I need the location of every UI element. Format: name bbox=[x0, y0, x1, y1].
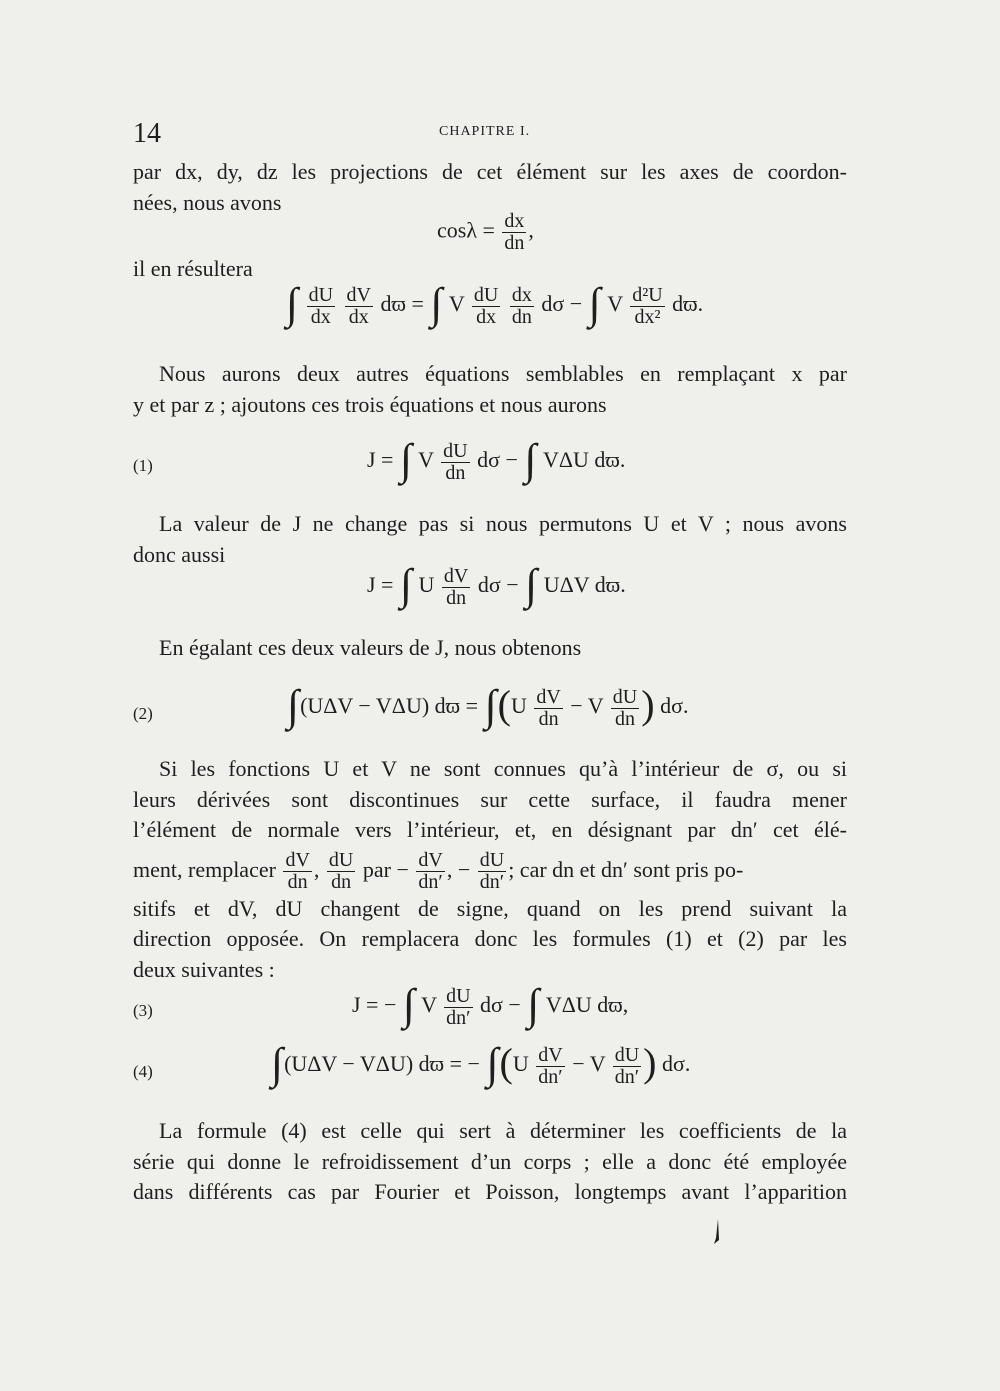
equation-1b: J = ∫ U $\frac{dV}{dn}$ dσ − ∫ UΔV dϖ. bbox=[367, 560, 626, 609]
paragraph-7 bbox=[133, 1116, 847, 1208]
text-line: La valeur de J ne change pas si nous permutons U et V ; nous avons bbox=[159, 511, 847, 536]
paragraph-4 bbox=[133, 509, 847, 570]
equation-number: (4) bbox=[133, 1062, 153, 1081]
text-line: leurs dérivées sont discontinues sur cette surface, il faudra mener bbox=[133, 786, 847, 812]
equation-number: (1) bbox=[133, 456, 153, 475]
page-number: 14 bbox=[133, 118, 161, 149]
integral-sign: ∫ bbox=[399, 435, 413, 484]
text-line: Nous aurons deux autres équations semblables en remplaçant x par bbox=[159, 361, 847, 386]
integral-sign: ∫ bbox=[486, 1039, 499, 1088]
equation-number: (3) bbox=[133, 1001, 153, 1020]
integral-sign: ∫ bbox=[430, 279, 443, 328]
equation-1: J = ∫ V $\frac{dU}{dn}$ dσ − ∫ VΔU dϖ. bbox=[367, 435, 626, 484]
paragraph-3 bbox=[133, 359, 847, 420]
text-line: dans différents cas par Fourier et Poisson, longtemps avant l’apparition bbox=[133, 1179, 847, 1204]
integral-sign: ∫ bbox=[402, 980, 415, 1029]
integral-sign: ∫ bbox=[286, 279, 299, 328]
equation-2: ∫(UΔV − VΔU) dϖ = ∫(U $\frac{dV}{dn}$ − V $\frac{dU}{dn}$ ) dσ. bbox=[287, 681, 689, 730]
equation-3: J = − ∫ V $\frac{dU}{dn'}$ dσ − ∫ VΔU dϖ, bbox=[352, 980, 629, 1029]
text-line: série qui donne le refroidissement d’un corps ; elle a donc été employée bbox=[133, 1148, 847, 1174]
text-line: Si les fonctions U et V ne sont connues qu’à l’intérieur de σ, ou si bbox=[159, 756, 847, 781]
integral-sign: ∫ bbox=[271, 1039, 284, 1088]
ink-mark bbox=[713, 1218, 721, 1246]
paragraph-1 bbox=[133, 157, 847, 218]
paragraph-2 bbox=[133, 254, 847, 285]
integral-sign: ∫ bbox=[524, 435, 537, 484]
integral-sign: ∫ bbox=[399, 560, 413, 609]
text-line: direction opposée. On remplacera donc les formules (1) et (2) par les bbox=[133, 926, 847, 951]
equation-cos-lambda: cosλ = $\frac{dx}{dn}$ , bbox=[437, 210, 534, 254]
text-line: nées, nous avons bbox=[133, 189, 282, 215]
text-line: il en résultera bbox=[133, 256, 253, 281]
running-head: CHAPITRE I. bbox=[439, 124, 531, 139]
integral-sign: ∫ bbox=[484, 681, 497, 730]
equation-number: (2) bbox=[133, 704, 153, 723]
integral-sign: ∫ bbox=[287, 681, 300, 730]
text-line: sitifs et dV, dU changent de signe, quand on les prend suivant la bbox=[133, 895, 847, 921]
page-header bbox=[133, 118, 853, 148]
text-line: En égalant ces deux valeurs de J, nous obtenons bbox=[159, 635, 582, 660]
text-line: par dx, dy, dz les projections de cet élément sur les axes de coordon- bbox=[133, 159, 847, 184]
text-line-with-fractions: ment, remplacer $\frac{dV}{dn}$ , $\frac{dU}{dn}$ par − $\frac{dV}{dn'}$ , − $\frac{dU}{dn'}$ ; car dn et dn′ sont pris po- bbox=[133, 848, 744, 893]
integral-sign: ∫ bbox=[588, 279, 601, 328]
equation-integration: ∫ $\frac{dU}{dx}$ $\frac{dV}{dx}$ dϖ = ∫ V $\frac{dU}{dx}$ $\frac{dx}{dn}$ dσ − ∫ V $\frac{\text{d²U}}{\text{dx²}}$ dϖ. bbox=[286, 279, 704, 328]
text-line: y et par z ; ajoutons ces trois équations et nous aurons bbox=[133, 391, 607, 417]
text-line: donc aussi bbox=[133, 541, 226, 567]
integral-sign: ∫ bbox=[527, 980, 540, 1029]
paragraph-5 bbox=[133, 633, 847, 664]
text-line: l’élément de normale vers l’intérieur, et, en désignant par dn′ cet élé- bbox=[133, 817, 847, 842]
text-line: deux suivantes : bbox=[133, 956, 275, 982]
equation-4: ∫(UΔV − VΔU) dϖ = − ∫(U $\frac{dV}{dn'}$ − V $\frac{dU}{dn'}$ ) dσ. bbox=[271, 1039, 691, 1088]
paragraph-6 bbox=[133, 754, 847, 985]
text-line: La formule (4) est celle qui sert à déterminer les coefficients de la bbox=[159, 1118, 847, 1143]
integral-sign: ∫ bbox=[525, 560, 538, 609]
